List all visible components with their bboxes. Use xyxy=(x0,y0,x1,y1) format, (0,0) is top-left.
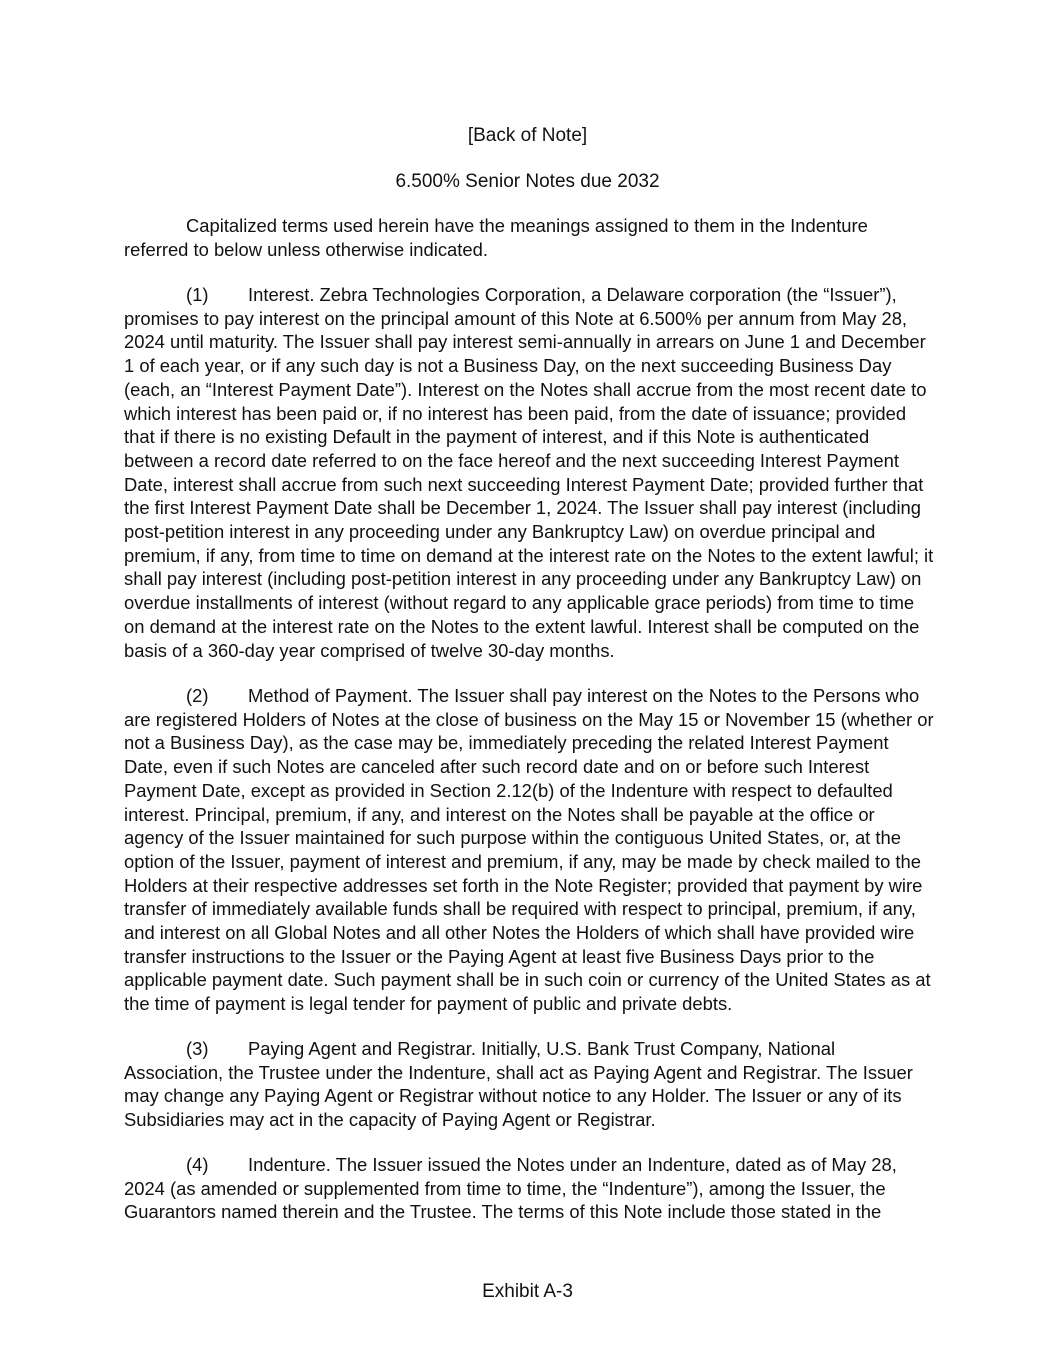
section-number: (3) xyxy=(186,1038,209,1059)
section-indenture xyxy=(124,1153,934,1224)
section-paying-agent xyxy=(124,1037,934,1132)
page-title: [Back of Note] xyxy=(467,125,588,146)
intro-text: Capitalized terms used herein have the meanings assigned to them in the Indenture referred to below unless otherwise indicated. xyxy=(124,215,868,260)
page-footer: Exhibit A-3 xyxy=(482,1281,573,1302)
section-text: Indenture. The Issuer issued the Notes under an Indenture, dated as of May 28, 2024 (as amended or supplemented from time to time, the “Indenture”), among the Issuer, the Guarantors named therein and the Trustee. The terms of this Note include those stated in the xyxy=(124,1154,897,1223)
section-number: (4) xyxy=(186,1154,209,1175)
intro-paragraph xyxy=(124,214,934,261)
notes-subtitle: 6.500% Senior Notes due 2032 xyxy=(395,171,660,192)
section-text: Interest. Zebra Technologies Corporation, a Delaware corporation (the “Issuer”), promises to pay interest on the principal amount of this Note at 6.500% per annum from May 28, 2024 until maturity. The Issuer shall pay interest semi-annually in arrears on June 1 and December 1 of each year, or if any such day is not a Business Day, on the next succeeding Business Day (each, an “Interest Payment Date”). Interest on the Notes shall accrue from the most recent date to which interest has been paid or, if no interest has been paid, from the date of issuance; provided that if there is no existing Default in the payment of interest, and if this Note is authenticated between a record date referred to on the face hereof and the next succeeding Interest Payment Date, interest shall accrue from such next succeeding Interest Payment Date; provided further that the first Interest Payment Date shall be December 1, 2024. The Issuer shall pay interest (including post-petition interest in any proceeding under any Bankruptcy Law) on overdue principal and premium, if any, from time to time on demand at the interest rate on the Notes to the extent lawful; it shall pay interest (including post-petition interest in any proceeding under any Bankruptcy Law) on overdue installments of interest (without regard to any applicable grace periods) from time to time on demand at the interest rate on the Notes to the extent lawful. Interest shall be computed on the basis of a 360-day year comprised of twelve 30-day months. xyxy=(124,284,934,661)
section-interest xyxy=(124,283,934,662)
section-number: (1) xyxy=(186,284,209,305)
section-text: Paying Agent and Registrar. Initially, U.S. Bank Trust Company, National Association, the Trustee under the Indenture, shall act as Paying Agent and Registrar. The Issuer may change any Paying Agent or Registrar without notice to any Holder. The Issuer or any of its Subsidiaries may act in the capacity of Paying Agent or Registrar. xyxy=(124,1038,913,1131)
section-text: Method of Payment. The Issuer shall pay interest on the Notes to the Persons who are registered Holders of Notes at the close of business on the May 15 or November 15 (whether or not a Business Day), as the case may be, immediately preceding the related Interest Payment Date, even if such Notes are canceled after such record date and on or before such Interest Payment Date, except as provided in Section 2.12(b) of the Indenture with respect to defaulted interest. Principal, premium, if any, and interest on the Notes shall be payable at the office or agency of the Issuer maintained for such purpose within the contiguous United States, or, at the option of the Issuer, payment of interest and premium, if any, may be made by check mailed to the Holders at their respective addresses set forth in the Note Register; provided that payment by wire transfer of immediately available funds shall be required with respect to principal, premium, if any, and interest on all Global Notes and all other Notes the Holders of which shall have provided wire transfer instructions to the Issuer or the Paying Agent at least five Business Days prior to the applicable payment date. Such payment shall be in such coin or currency of the United States as at the time of payment is legal tender for payment of public and private debts. xyxy=(124,685,934,1015)
section-method-of-payment xyxy=(124,684,934,1016)
section-number: (2) xyxy=(186,685,209,706)
